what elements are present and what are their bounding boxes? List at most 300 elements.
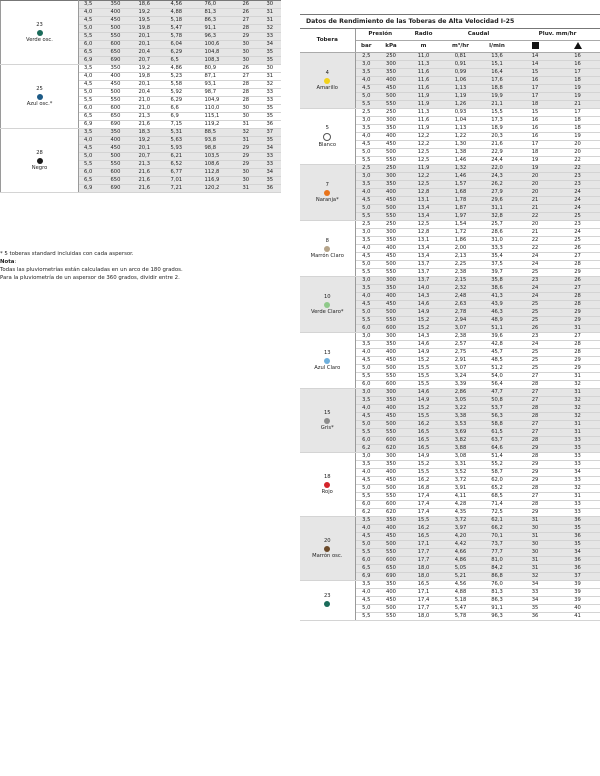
table-cell: 3,38 [442,413,479,421]
table-cell: 25 [515,309,555,317]
table-cell: 5,58 [166,81,200,89]
table-cell: 11,6 [405,117,442,125]
table-cell: 34 [515,597,555,605]
nozzle-color-swatch [324,302,330,308]
table-cell: 23 [555,221,600,229]
table-cell: 7,01 [166,177,200,185]
table-cell: 1,78 [442,197,479,205]
table-cell: 18 [555,117,600,125]
table-cell: 20,4 [134,49,166,57]
table-cell: 21,6 [134,169,166,177]
table-cell: 15,2 [405,405,442,413]
table-cell: 3,0 [355,173,377,181]
table-cell: 4,88 [442,589,479,597]
table-cell: 13,4 [405,253,442,261]
nozzle-number: 23 [323,593,331,599]
table-cell: 47,7 [479,389,515,397]
table-cell: 17,3 [479,117,515,125]
table-cell: 12,2 [405,133,442,141]
table-cell: 17,4 [405,509,442,517]
table-cell: 4,0 [355,245,377,253]
table-cell: 4,5 [79,145,106,153]
table-cell: 33 [555,437,600,445]
table-cell: 3,39 [442,381,479,389]
table-cell: 3,5 [355,461,377,469]
table-cell: 450 [377,533,405,541]
table-cell: 350 [377,517,405,525]
table-cell: 36 [555,557,600,565]
table-cell: 11,9 [405,101,442,109]
table-cell: 29 [555,317,600,325]
table-cell: 600 [106,41,134,49]
table-cell: 3,91 [442,485,479,493]
table-cell: 21 [515,205,555,213]
table-cell: 103,5 [200,153,238,161]
table-cell: 4,0 [355,77,377,85]
table-cell: 450 [106,17,134,25]
nozzle-number: 20 [323,537,331,544]
table-cell: 36 [555,517,600,525]
nozzle-label [300,581,355,621]
table-cell: 3,0 [355,61,377,69]
table-cell: 500 [377,605,405,613]
table-cell: 6,0 [79,169,106,177]
table-cell: 6,5 [79,49,106,57]
table-cell: 550 [377,373,405,381]
table-cell: 32 [238,129,262,137]
table-cell: 550 [106,161,134,169]
table-cell: 30 [238,177,262,185]
nozzle-label [300,165,355,221]
table-cell: 5,5 [79,33,106,41]
table-cell: 1,46 [442,157,479,165]
table-cell: 4,5 [355,477,377,485]
table-cell: 98,8 [200,145,238,153]
table-cell: 17,4 [405,493,442,501]
table-cell: 500 [377,93,405,101]
table-cell: 4,0 [355,469,377,477]
table-cell: 20,1 [134,33,166,41]
table-cell: 5,0 [79,25,106,33]
table-cell: 31,0 [479,237,515,245]
table-cell: 15,5 [405,365,442,373]
table-cell: 100,6 [200,41,238,49]
table-cell: 21,6 [479,141,515,149]
table-cell: 4,5 [355,413,377,421]
table-cell: 1,30 [442,141,479,149]
table-cell: 35 [262,105,281,113]
nozzle-color-swatch [324,418,330,424]
table-cell: 3,5 [355,125,377,133]
table-cell: 400 [106,9,134,17]
table-cell: 6,21 [166,153,200,161]
table-cell: 20,1 [134,41,166,49]
header-pluv: Pluv. mm/hr [515,29,600,41]
table-cell: 450 [377,357,405,365]
table-cell: 620 [377,445,405,453]
table-cell: 86,3 [479,597,515,605]
table-cell: 38,6 [479,285,515,293]
table-cell: 16,5 [405,429,442,437]
table-cell: 32 [555,397,600,405]
table-cell: 31 [555,421,600,429]
table-cell: 400 [377,405,405,413]
nozzle-label [300,53,355,109]
table-cell: 24,4 [479,157,515,165]
table-cell: 12,5 [405,149,442,157]
table-cell: 39 [555,597,600,605]
table-cell: 400 [377,469,405,477]
table-cell: 21 [515,197,555,205]
table-cell: 350 [106,129,134,137]
table-cell: 26 [555,245,600,253]
table-cell: 450 [377,597,405,605]
table-cell: 28 [515,485,555,493]
nozzle-color-swatch [324,190,330,196]
table-cell: 28 [555,341,600,349]
table-row [300,389,600,397]
table-cell: 450 [377,413,405,421]
table-cell: 17,7 [405,605,442,613]
table-cell: 690 [106,57,134,65]
table-cell: 23 [555,173,600,181]
table-cell: 32 [555,485,600,493]
table-cell: 22 [555,157,600,165]
table-cell: 5,05 [442,565,479,573]
table-cell: 28 [555,349,600,357]
table-cell: 14,6 [405,341,442,349]
table-cell: 450 [106,81,134,89]
table-cell: 20,4 [134,89,166,97]
table-cell: 58,8 [479,421,515,429]
table-cell: 80,9 [200,65,238,73]
table-cell: 550 [377,493,405,501]
table-cell: 11,0 [405,53,442,61]
table-cell: 19,8 [134,25,166,33]
table-cell: 2,86 [442,389,479,397]
nozzle-number: 4 [325,69,329,76]
table-cell: 110,0 [200,105,238,113]
table-cell: 32 [555,405,600,413]
table-cell: 33 [555,509,600,517]
table-cell: 5,5 [355,157,377,165]
table-cell: 300 [377,173,405,181]
table-cell: 500 [377,205,405,213]
table-cell: 26 [555,277,600,285]
table-row [300,53,600,61]
table-cell: 93,8 [200,137,238,145]
table-cell: 13,4 [405,205,442,213]
unit-m3hr: m³/hr [442,41,479,53]
table-cell: 51,4 [479,453,515,461]
table-cell: 119,2 [200,121,238,129]
table-cell: 27 [555,333,600,341]
table-cell: 20 [515,221,555,229]
nozzle-label [300,109,355,165]
table-cell: 350 [377,181,405,189]
table-cell: 14,0 [405,285,442,293]
nozzle-color-name: Azul osc.* [26,100,53,107]
table-cell: 16 [555,61,600,69]
table-cell: 41,3 [479,293,515,301]
table-cell: 3,5 [355,341,377,349]
table-cell: 32 [515,573,555,581]
table-cell: 21,6 [134,121,166,129]
table-cell: 5,23 [166,73,200,81]
table-cell: 15,5 [405,517,442,525]
table-row [300,221,600,229]
table-cell: 18,0 [405,573,442,581]
table-cell: 350 [377,461,405,469]
table-cell: 650 [106,177,134,185]
table-cell: 4,35 [442,509,479,517]
table-cell: 6,5 [166,57,200,65]
table-cell: 6,29 [166,97,200,105]
table-cell: 15,2 [405,325,442,333]
table-cell: 30 [262,1,281,9]
table-cell: 39 [555,589,600,597]
table-cell: 104,9 [200,97,238,105]
table-cell: 550 [377,213,405,221]
table-cell: 400 [377,293,405,301]
table-cell: 29 [555,269,600,277]
table-cell: 91,1 [200,25,238,33]
table-cell: 2,94 [442,317,479,325]
table-cell: 30 [238,105,262,113]
table-cell: 3,53 [442,421,479,429]
table-cell: 31 [238,185,262,193]
table-cell: 15 [515,69,555,77]
triangle-icon [574,42,582,49]
table-cell: 5,0 [79,153,106,161]
table-cell: 5,5 [355,269,377,277]
table-cell: 16,5 [405,533,442,541]
table-cell: 2,63 [442,301,479,309]
table-cell: 28 [515,413,555,421]
table-cell: 25 [515,349,555,357]
table-cell: 68,5 [479,493,515,501]
table-cell: 27 [515,429,555,437]
table-cell: 3,5 [79,65,106,73]
nozzle-color-swatch [324,358,330,364]
right-table-section [300,14,600,776]
table-cell: 350 [106,65,134,73]
table-cell: 650 [106,49,134,57]
table-cell: 4,66 [442,549,479,557]
table-cell: 300 [377,453,405,461]
table-cell: 4,5 [355,253,377,261]
table-cell: 31 [555,493,600,501]
table-cell: 71,4 [479,501,515,509]
nozzle-color-swatch [323,133,331,141]
table-cell: 16,2 [405,525,442,533]
table-cell: 22,0 [479,165,515,173]
table-cell: 12,5 [405,157,442,165]
header-tobera: Tobera [300,29,355,53]
table-cell: 600 [377,501,405,509]
table-cell: 25 [555,213,600,221]
table-cell: 2,38 [442,333,479,341]
table-cell: 33 [555,501,600,509]
table-cell: 5,93 [166,145,200,153]
table-cell: 3,97 [442,525,479,533]
table-cell: 0,93 [442,109,479,117]
table-cell: 5,0 [355,421,377,429]
table-cell: 3,07 [442,325,479,333]
table-cell: 24 [515,285,555,293]
table-cell: 66,2 [479,525,515,533]
nozzle-number: 28 [36,149,43,156]
table-cell: 27 [515,373,555,381]
table-cell: 28 [238,25,262,33]
table-cell: 18,6 [134,1,166,9]
table-cell: 15,5 [405,373,442,381]
table-cell: 33 [262,153,281,161]
table-cell: 33 [262,161,281,169]
table-cell: 34 [262,169,281,177]
table-cell: 12,2 [405,141,442,149]
table-cell: 5,0 [355,309,377,317]
table-cell: 5,78 [442,613,479,621]
table-cell: 3,31 [442,461,479,469]
table-cell: 15 [515,109,555,117]
table-cell: 6,29 [166,49,200,57]
nozzle-color-swatch [37,94,43,100]
table-cell: 17,7 [405,549,442,557]
table-title: Datos de Rendimiento de las Toberas de Alta Velocidad I-25 [300,15,600,29]
table-cell: 4,0 [79,9,106,17]
table-cell: 3,52 [442,469,479,477]
table-cell: 21,0 [134,105,166,113]
table-cell: 26 [238,65,262,73]
table-cell: 4,5 [355,197,377,205]
table-cell: 550 [377,101,405,109]
table-cell: 28 [515,405,555,413]
table-cell: 14 [515,53,555,61]
table-cell: 550 [377,269,405,277]
table-cell: 22 [555,165,600,173]
table-cell: 34 [555,549,600,557]
table-cell: 1,19 [442,93,479,101]
nozzle-color-name: Verde Claro* [310,308,344,315]
table-cell: 22,9 [479,149,515,157]
nozzle-number: 7 [325,181,329,188]
table-cell: 18 [515,101,555,109]
table-cell: 500 [377,421,405,429]
table-cell: 1,22 [442,133,479,141]
table-cell: 51,2 [479,365,515,373]
table-cell: 25 [515,357,555,365]
table-cell: 36 [515,613,555,621]
table-cell: 17,4 [405,597,442,605]
table-cell: 400 [106,137,134,145]
table-cell: 22 [515,245,555,253]
nozzle-label [300,389,355,453]
table-cell: 73,7 [479,541,515,549]
table-cell: 23 [515,333,555,341]
table-cell: 16,5 [405,445,442,453]
table-cell: 63,7 [479,437,515,445]
table-cell: 19 [515,165,555,173]
table-cell: 4,0 [355,405,377,413]
table-row [1,129,281,137]
table-cell: 54,0 [479,373,515,381]
table-cell: 12,8 [405,229,442,237]
table-cell: 29 [555,357,600,365]
table-cell: 20 [555,141,600,149]
table-cell: 16 [515,133,555,141]
table-cell: 500 [106,153,134,161]
table-cell: 5,5 [79,97,106,105]
table-cell: 20 [515,181,555,189]
table-cell: 5,92 [166,89,200,97]
table-cell: 450 [377,301,405,309]
table-cell: 12,2 [405,173,442,181]
table-cell: 18,8 [479,85,515,93]
table-cell: 19 [515,157,555,165]
table-cell: 250 [377,221,405,229]
table-cell: 2,48 [442,293,479,301]
table-cell: 15,5 [479,109,515,117]
table-cell: 56,4 [479,381,515,389]
table-cell: 28,6 [479,229,515,237]
table-cell: 4,42 [442,541,479,549]
table-cell: 14,6 [405,301,442,309]
table-cell: 17 [515,141,555,149]
table-cell: 6,52 [166,161,200,169]
table-cell: 27 [555,253,600,261]
table-cell: 2,91 [442,357,479,365]
table-cell: 300 [377,229,405,237]
table-cell: 550 [377,157,405,165]
table-cell: 29 [238,153,262,161]
table-cell: 19 [555,93,600,101]
nozzle-label [300,453,355,517]
header-presion: Presión [355,29,405,41]
nozzle-color-name: Azul Claro [314,364,341,371]
table-cell: 5,5 [355,429,377,437]
table-cell: 37 [262,129,281,137]
table-cell: 3,88 [442,445,479,453]
table-cell: 250 [377,109,405,117]
table-cell: 550 [106,97,134,105]
table-cell: 65,2 [479,485,515,493]
table-cell: 14,9 [405,453,442,461]
table-cell: 34 [262,41,281,49]
table-cell: 300 [377,333,405,341]
table-cell: 4,86 [166,65,200,73]
table-cell: 28 [555,301,600,309]
nozzle-label [1,1,79,65]
table-cell: 37,5 [479,261,515,269]
table-row [1,65,281,73]
table-cell: 7,15 [166,121,200,129]
table-cell: 39,6 [479,333,515,341]
table-cell: 6,0 [355,381,377,389]
nota-suffix: : [14,259,17,265]
table-cell: 35 [262,57,281,65]
nozzle-color-name: Rojo [321,488,333,495]
table-cell: 88,5 [200,129,238,137]
table-cell: 32,8 [479,213,515,221]
table-cell: 91,1 [479,605,515,613]
table-cell: 6,5 [79,113,106,121]
table-cell: 16,5 [405,437,442,445]
table-cell: 3,69 [442,429,479,437]
table-cell: 3,72 [442,477,479,485]
table-cell: 27 [238,17,262,25]
table-cell: 33 [262,97,281,105]
